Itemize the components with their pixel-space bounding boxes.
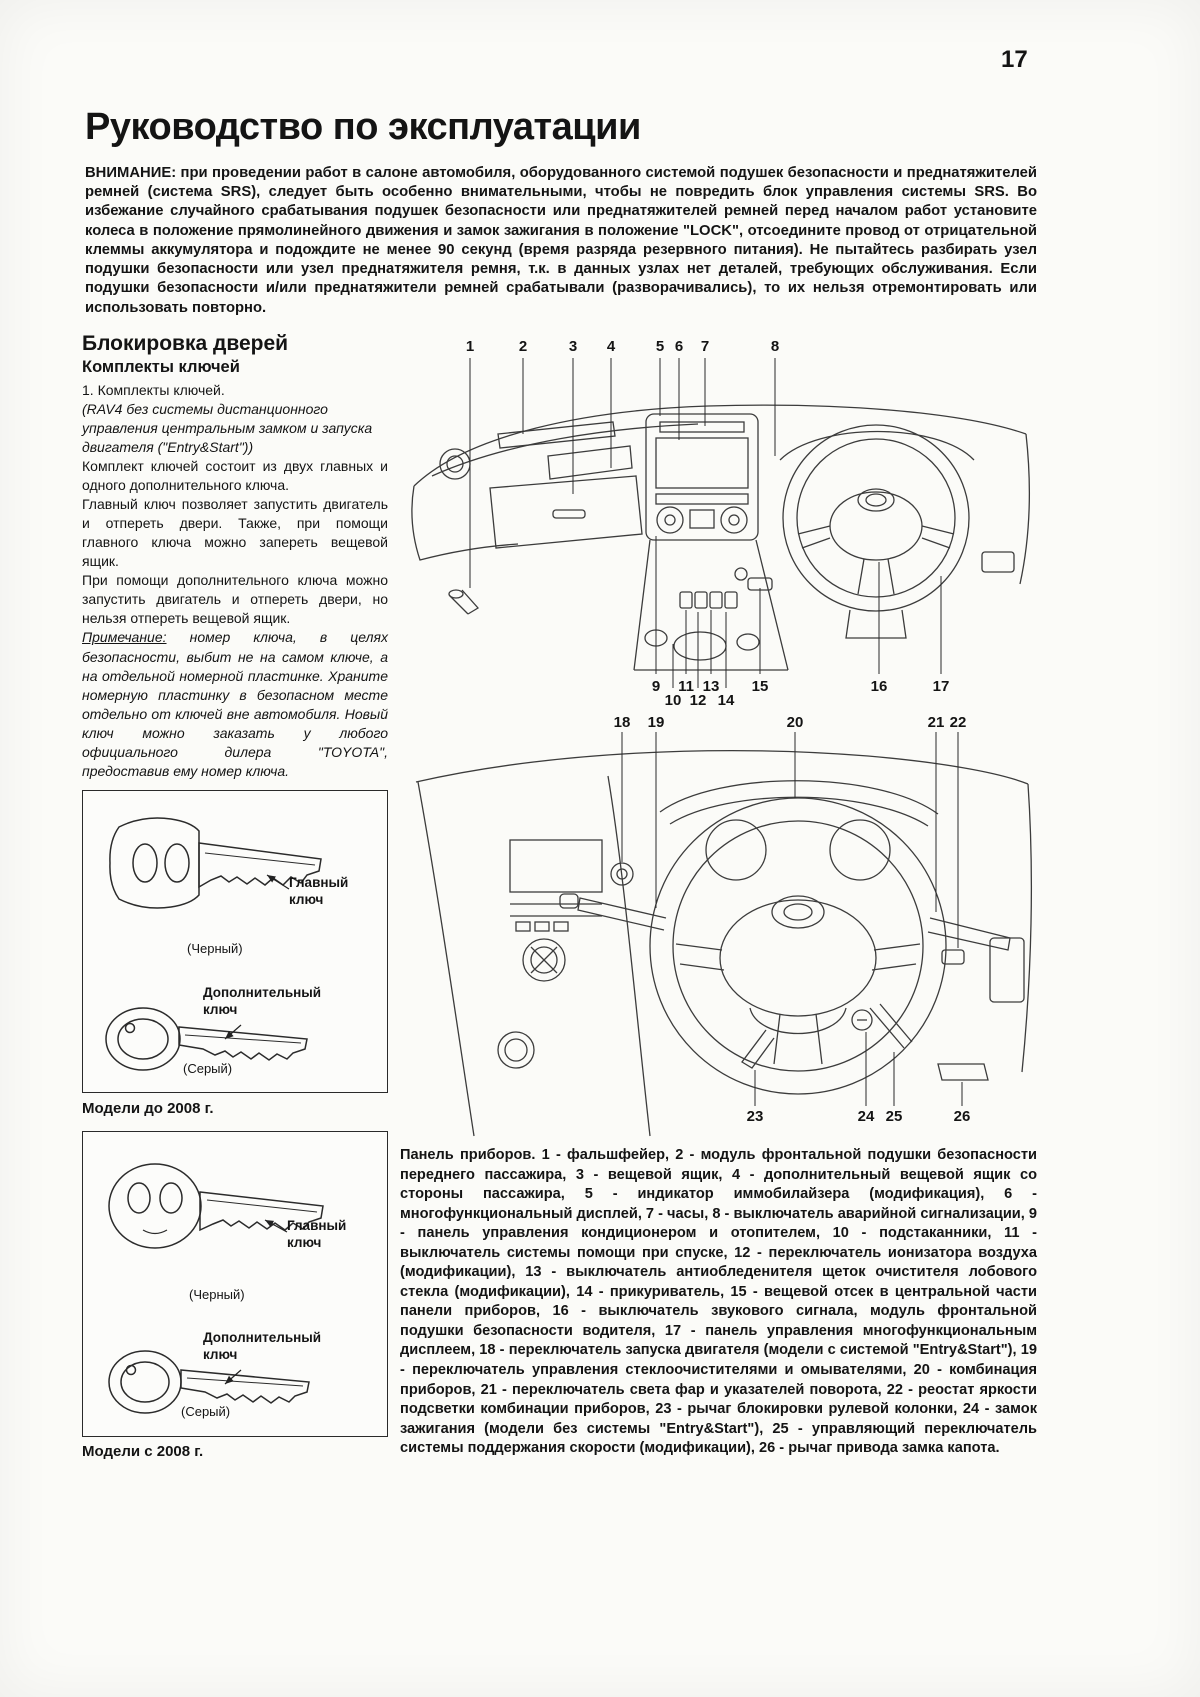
note-paragraph <box>82 628 388 780</box>
driver-area-line-art <box>398 712 1040 1144</box>
key-figure-post2008 <box>82 1131 388 1437</box>
label-additional-key-color: (Серый) <box>183 1061 233 1076</box>
paragraph-additional-key: При помощи дополнительного ключа можно запустить двигатель и отпереть двери, но нельзя отпереть вещевой ящик. <box>82 572 388 627</box>
callout-4: 4 <box>606 338 616 355</box>
list-item-key-sets: 1. Комплекты ключей. <box>82 382 225 399</box>
label-additional-key: Дополнительный ключ <box>203 1330 322 1362</box>
callout-23: 23 <box>746 1108 764 1125</box>
callout-14: 14 <box>717 692 735 709</box>
callout-9: 9 <box>651 678 661 695</box>
note-body: номер ключа, в целях безопасности, выбит не на самом ключе, а на отдельной номерной пластинке. Храните номерную пластинку в безопасном месте отдельно от ключей вне автомобиля. Новый ключ можно заказать у любого официального дилера "TOYOTA", предоставив ему номер ключа. <box>82 629 388 779</box>
paragraph-key-set-composition: Комплект ключей состоит из двух главных и одного дополнительного ключа. <box>82 458 388 494</box>
panel-legend-paragraph: Панель приборов. 1 - фальшфейер, 2 - модуль фронтальной подушки безопасности переднего пассажира, 3 - вещевой ящик, 4 - дополнительный вещевой ящик со стороны пассажира, 5 - индикатор иммобилайзера (модификация), 6 - многофункциональный дисплей, 7 - часы, 8 - выключатель аварийной сигнализации, 9 - панель управления кондиционером и отопителем, 10 - подстаканники, 11 - выключатель системы помощи при спуске, 12 - переключатель ионизатора воздуха (модификации), 13 - выключатель антиобледенителя щеток очистителя лобового стекла (модификации), 14 - прикуриватель, 15 - вещевой отсек в центральной части панели приборов, 16 - выключатель звукового сигнала, модуль фронтальной подушки безопасности водителя, 17 - панель управления многофункциональным дисплеем, 18 - переключатель запуска двигателя (модели с системой "Entry&Start"), 19 - переключатель управления стеклоочистителями и омывателями, 20 - комбинация приборов, 21 - переключатель света фар и указателей поворота, 22 - реостат яркости подсветки комбинации приборов, 23 - рычаг блокировки рулевой колонки, 24 - замок зажигания (модели без системы "Entry&Start"), 25 - управляющий переключатель системы поддержания скорости (модификации), 26 - рычаг привода замка капота. <box>400 1147 1037 1457</box>
figure-caption-pre2008: Модели до 2008 г. <box>82 1100 214 1117</box>
callout-19: 19 <box>647 714 665 731</box>
page-title: Руководство по эксплуатации <box>85 106 641 148</box>
dashboard-diagram-full <box>398 338 1040 710</box>
left-column <box>82 332 388 781</box>
callout-16: 16 <box>870 678 888 695</box>
callout-2: 2 <box>518 338 528 355</box>
label-main-key: Главный ключ <box>287 1218 347 1250</box>
label-main-key: Главный ключ <box>289 875 349 907</box>
section-heading-door-locking: Блокировка дверей <box>82 332 289 355</box>
callout-22: 22 <box>949 714 967 731</box>
callout-6: 6 <box>674 338 684 355</box>
callout-25: 25 <box>885 1108 903 1125</box>
callout-17: 17 <box>932 678 950 695</box>
callout-5: 5 <box>655 338 665 355</box>
callout-11: 11 <box>678 678 694 695</box>
paragraph-main-key: Главный ключ позволяет запустить двигатель и отпереть двери. Также, при помощи главного ключа можно запереть вещевой ящик. <box>82 496 388 570</box>
figure-caption-post2008: Модели с 2008 г. <box>82 1443 204 1460</box>
subsection-heading-key-sets: Комплекты ключей <box>82 358 240 377</box>
dashboard-diagram-driver <box>398 712 1040 1144</box>
key-illustration-post2008 <box>83 1132 386 1435</box>
label-main-key-color: (Черный) <box>187 941 243 956</box>
note-label: Примечание: <box>82 629 167 646</box>
model-applicability-note: (RAV4 без системы дистанционного управления центральным замком и запуска двигателя ("Entry&Start")) <box>82 401 373 456</box>
label-additional-key-color: (Серый) <box>181 1404 231 1419</box>
callout-21: 21 <box>927 714 945 731</box>
dashboard-line-art <box>398 338 1040 710</box>
callout-15: 15 <box>751 678 769 695</box>
callout-26: 26 <box>953 1108 971 1125</box>
callout-24: 24 <box>857 1108 875 1125</box>
page-number: 17 <box>1001 46 1028 73</box>
label-main-key-color: (Черный) <box>189 1287 245 1302</box>
label-additional-key: Дополнительный ключ <box>203 985 322 1017</box>
callout-7: 7 <box>700 338 710 355</box>
callout-12: 12 <box>689 692 707 709</box>
callout-13: 13 <box>702 678 720 695</box>
callout-8: 8 <box>770 338 780 355</box>
callout-3: 3 <box>568 338 578 355</box>
callout-20: 20 <box>786 714 804 731</box>
callout-10: 10 <box>664 692 682 709</box>
callout-1: 1 <box>465 338 475 355</box>
callout-18: 18 <box>613 714 631 731</box>
srs-warning-paragraph: ВНИМАНИЕ: при проведении работ в салоне автомобиля, оборудованного системой подушек безопасности и преднатяжителей ремней (система SRS), следует быть особенно внимательными, чтобы не повредить блок управления системы SRS. Во избежание случайного срабатывания подушек безопасности или преднатяжителей ремней перед началом работ установите колеса в положение прямолинейного движения и замок зажигания в положение "LOCK", отсоедините провод от отрицательной клеммы аккумулятора и подождите не менее 90 секунд (время разряда резервного питания). Не пытайтесь разбирать узел подушки безопасности или узел преднатяжителя ремня, т.к. в данных узлах нет деталей, требующих обслуживания. Если подушки безопасности и/или преднатяжители ремней срабатывали (разворачивались), то их нельзя отремонтировать или использовать повторно. <box>85 165 1037 316</box>
key-figure-pre2008 <box>82 790 388 1093</box>
